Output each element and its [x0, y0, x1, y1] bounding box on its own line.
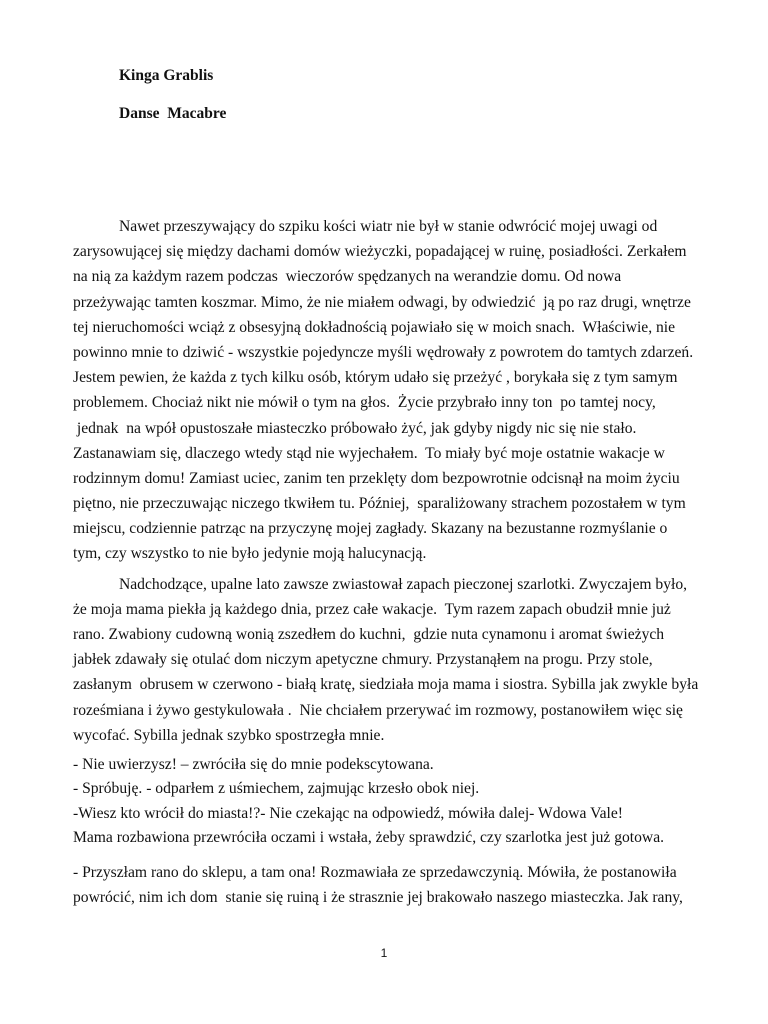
- text-line: - Przyszłam rano do sklepu, a tam ona! Rozmawiała ze sprzedawczynią. Mówiła, że postanowiła: [73, 863, 677, 881]
- text-line: problemem. Chociaż nikt nie mówił o tym na głos. Życie przybrało inny ton po tamtej nocy,: [73, 394, 656, 412]
- text-line: zasłanym obrusem w czerwono - białą kratę, siedziała moja mama i siostra. Sybilla jak zwykle była: [73, 676, 699, 694]
- dialogue-line: -Wiesz kto wrócił do miasta!?- Nie czekając na odpowiedź, mówiła dalej- Wdowa Vale!: [73, 804, 623, 822]
- paragraph-1: [73, 214, 699, 567]
- dialogue-block: [73, 753, 699, 851]
- text-line: że moja mama piekła ją każdego dnia, przez całe wakacje. Tym razem zapach obudził mnie już: [73, 600, 671, 618]
- page-number: 1: [380, 946, 388, 960]
- paragraph-spacer: [73, 851, 699, 860]
- author-name: Kinga Grablis: [119, 67, 214, 84]
- text-line: piętno, nie przeczuwając niczego tkwiłem tu. Później, sparaliżowany strachem pozostałem w tym: [73, 495, 686, 513]
- paragraph-2: [73, 572, 699, 748]
- text-line: jabłek zdawały się otulać dom niczym apetyczne chmury. Przystanąłem na progu. Przy stole,: [73, 651, 653, 669]
- text-line: miejscu, codziennie patrząc na przyczynę mojej zagłady. Skazany na bezustanne rozmyślanie o: [73, 520, 668, 538]
- text-line: tym, czy wszystko to nie było jedynie moją halucynacją.: [73, 545, 427, 563]
- dialogue-line: - Nie uwierzysz! – zwróciła się do mnie podekscytowana.: [73, 755, 434, 773]
- story-body: [73, 214, 699, 910]
- text-line: powinno mnie to dziwić - wszystkie pojedyncze myśli wędrowały z powrotem do tamtych zdarzeń.: [73, 343, 694, 361]
- text-line: Zastanawiam się, dlaczego wtedy stąd nie wyjechałem. To miały być moje ostatnie wakacje w: [73, 444, 665, 462]
- dialogue-line: Mama rozbawiona przewróciła oczami i wstała, żeby sprawdzić, czy szarlotka jest już gotowa.: [73, 829, 665, 847]
- text-line: Nadchodzące, upalne lato zawsze zwiastował zapach pieczonej szarlotki. Zwyczajem było,: [119, 575, 688, 593]
- text-line: roześmiana i żywo gestykulowała . Nie chciałem przerywać im rozmowy, postanowiłem więc się: [73, 701, 683, 719]
- text-line: zarysowującej się między dachami domów wieżyczki, popadającej w ruinę, posiadłości. Zerkałem: [73, 243, 687, 261]
- text-line: wycofać. Sybilla jednak szybko spostrzegła mnie.: [73, 726, 385, 744]
- text-line: jednak na wpół opustoszałe miasteczko próbowało żyć, jak gdyby nigdy nic się nie stało.: [73, 419, 637, 437]
- text-line: na nią za każdym razem podczas wieczorów spędzanych na werandzie domu. Od nowa: [73, 268, 622, 286]
- dialogue-line: - Spróbuję. - odparłem z uśmiechem, zajmując krzesło obok niej.: [73, 780, 480, 798]
- text-line: rano. Zwabiony cudowną wonią zszedłem do kuchni, gdzie nuta cynamonu i aromat świeżych: [73, 626, 665, 643]
- text-line: Jestem pewien, że każda z tych kilku osób, którym udało się przeżyć , borykała się z tym samym: [73, 369, 678, 387]
- text-line: Nawet przeszywający do szpiku kości wiatr nie był w stanie odwrócić mojej uwagi od: [119, 218, 658, 235]
- text-line: powrócić, nim ich dom stanie się ruiną i że strasznie jej brakowało naszego miasteczka. Jak rany,: [73, 889, 683, 907]
- paragraph-3: [73, 860, 699, 910]
- text-line: tej nieruchomości wciąż z obsesyjną dokładnością pojawiało się w moich snach. Właściwie, nie: [73, 318, 676, 336]
- text-line: rodzinnym domu! Zamiast uciec, zanim ten przeklęty dom bezpowrotnie odcisnął na moim życiu: [73, 469, 680, 487]
- text-line: przeżywając tamten koszmar. Mimo, że nie miałem odwagi, by odwiedzić ją po raz drugi, wnętrze: [73, 293, 691, 311]
- story-title: Danse Macabre: [119, 105, 227, 122]
